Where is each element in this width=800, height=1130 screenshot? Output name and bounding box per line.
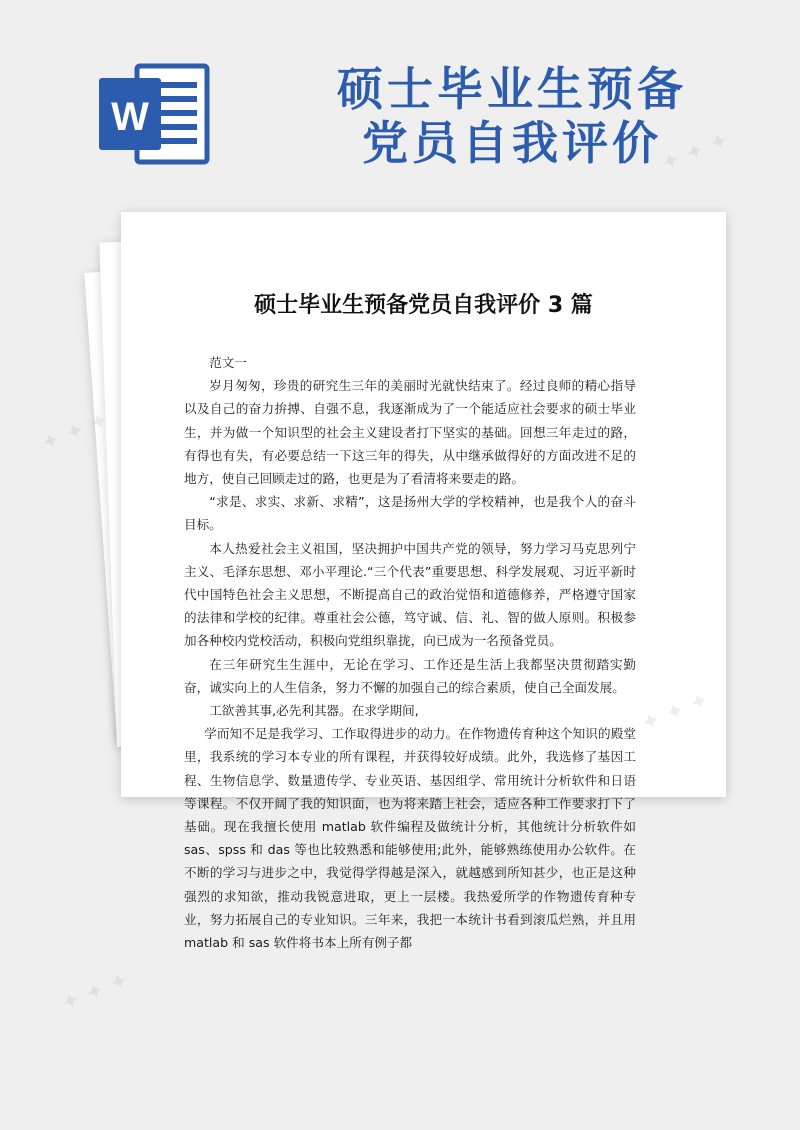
watermark: ✦ ✦ ✦: [37, 407, 113, 458]
word-document-icon: [97, 62, 215, 166]
paragraph: 工欲善其事,必先利其器。在求学期间,: [209, 703, 419, 719]
paragraph: 岁月匆匆，珍贵的研究生三年的美丽时光就快结束了。经过良师的精心指导以及自己的奋力拚搏、自强不息，我逐渐成为了一个能适应社会要求的硕士毕业生，并为做一个知识型的社会主义建设者打下坚实的基础。回想三年走过的路，有得也有失，有必要总结一下这三年的得失，从中继承做得好的方面改进不足的地方，使自己回顾走过的路，也更是为了看清将来要走的路。: [184, 378, 636, 487]
document-body: [184, 351, 636, 954]
header-title: [262, 62, 762, 170]
header-banner: [0, 0, 800, 200]
document-title: 硕士毕业生预备党员自我评价 3 篇: [254, 293, 593, 318]
paragraph: 本人热爱社会主义祖国，坚决拥护中国共产党的领导，努力学习马克思列宁主义、毛泽东思想、邓小平理论.“三个代表”重要思想、科学发展观、习近平新时代中国特色社会主义思想，不断提高自己的政治觉悟和道德修养，严格遵守国家的法律和学校的纪律。尊重社会公德，笃守诚、信、礼、智的做人原则。积极参加各种校内党校活动，积极向党组织靠拢，向已成为一名预备党员。: [184, 540, 636, 649]
paragraph: 范文一: [209, 355, 247, 370]
paragraph: 学而知不足是我学习、工作取得进步的动力。在作物遗传育种这个知识的殿堂里，我系统的学习本专业的所有课程，并获得较好成绩。此外，我选修了基因工程、生物信息学、数量遗传学、专业英语、基因组学、常用统计分析软件和日语等课程。不仅开阔了我的知识面，也为将来踏上社会，适应各种工作要求打下了基础。现在我擅长使用 matlab 软件编程及做统计分析，其他统计分析软件如 sas、spss 和 das 等也比较熟悉和能够使用;此外，能够熟练使用办公软件。在不断的学习与进步之中，我觉得学得越是深入，就越感到所知甚少，也正是这种强烈的求知欲，推动我锐意进取，更上一层楼。我热爱所学的作物遗传育种专业，努力拓展自己的专业知识。三年来，我把一本统计书看到滚瓜烂熟，并且用 matlab 和 sas 软件将书本上所有例子都: [184, 726, 636, 951]
watermark: ✦ ✦ ✦: [57, 967, 133, 1018]
header-title-line1: 硕士毕业生预备: [337, 62, 687, 116]
document-page: [121, 212, 726, 951]
svg-text:W: W: [111, 95, 149, 139]
watermark: ✦ ✦ ✦: [657, 127, 733, 178]
header-title-line2: 党员自我评价: [362, 116, 662, 170]
paragraph: “求是、求实、求新、求精”，这是扬州大学的学校精神，也是我个人的奋斗目标。: [184, 494, 636, 533]
paragraph: 在三年研究生生涯中，无论在学习、工作还是生活上我都坚决贯彻踏实勤奋，诚实向上的人生信条，努力不懈的加强自己的综合素质，使自己全面发展。: [184, 656, 636, 695]
